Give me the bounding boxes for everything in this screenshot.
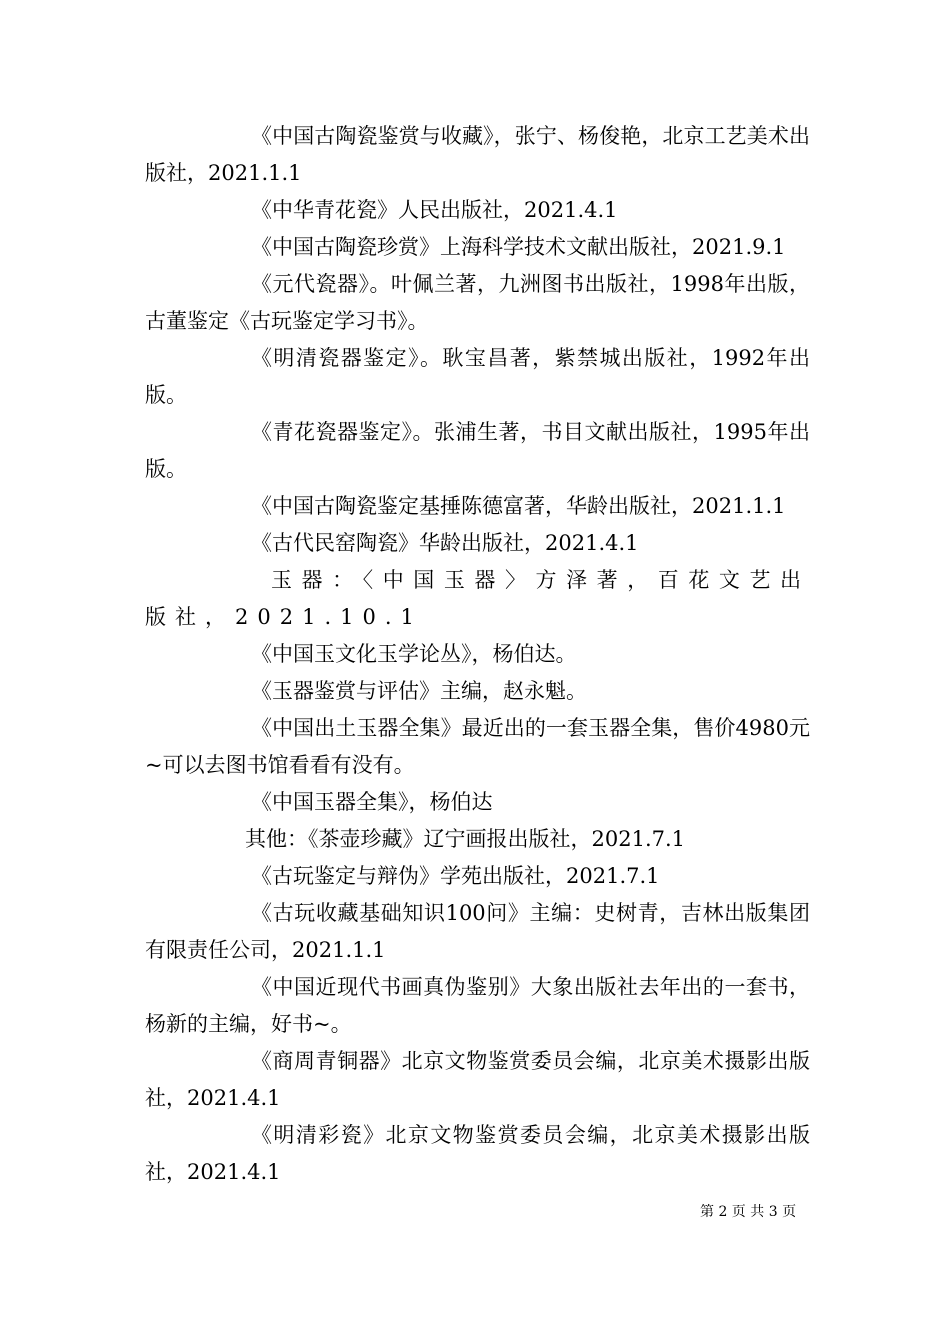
paragraph-17: 《中国近现代书画真伪鉴别》大象出版社去年出的一套书，杨新的主编，好书~。: [145, 975, 810, 1036]
paragraph-16: 《古玩收藏基础知识100问》主编：史树青，吉林出版集团有限责任公司，2021.1.1: [145, 901, 810, 962]
paragraph-9: 玉器：〈中国玉器〉方泽著，百花文艺出版社，2021.10.1: [145, 568, 810, 629]
page-number: 第 2 页 共 3 页: [700, 1204, 797, 1220]
paragraph-5: 《明清瓷器鉴定》。耿宝昌著，紫禁城出版社，1992年出版。: [145, 346, 810, 407]
paragraph-2: 《中华青花瓷》人民出版社，2021.4.1: [251, 198, 618, 222]
paragraph-18: 《商周青铜器》北京文物鉴赏委员会编，北京美术摄影出版社，2021.4.1: [145, 1049, 810, 1110]
paragraph-12: 《中国出土玉器全集》最近出的一套玉器全集，售价4980元~可以去图书馆看看有没有。: [145, 716, 810, 777]
document-body: [145, 118, 810, 1191]
paragraph-3: 《中国古陶瓷珍赏》上海科学技术文献出版社，2021.9.1: [251, 235, 786, 259]
paragraph-19: 《明清彩瓷》北京文物鉴赏委员会编，北京美术摄影出版社，2021.4.1: [145, 1123, 810, 1184]
paragraph-13: 《中国玉器全集》，杨伯达: [251, 790, 493, 814]
paragraph-14: 其他：《茶壶珍藏》辽宁画报出版社，2021.7.1: [245, 827, 686, 851]
paragraph-8: 《古代民窑陶瓷》华龄出版社，2021.4.1: [251, 531, 639, 555]
paragraph-1: 《中国古陶瓷鉴赏与收藏》，张宁、杨俊艳，北京工艺美术出版社，2021.1.1: [145, 124, 810, 185]
paragraph-4: 《元代瓷器》。叶佩兰著，九洲图书出版社，1998年出版，古董鉴定《古玩鉴定学习书》。: [145, 272, 810, 333]
paragraph-7: 《中国古陶瓷鉴定基捶陈德富著，华龄出版社，2021.1.1: [251, 494, 786, 518]
paragraph-15: 《古玩鉴定与辩伪》学苑出版社，2021.7.1: [251, 864, 660, 888]
paragraph-10: 《中国玉文化玉学论丛》，杨伯达。: [251, 642, 577, 666]
paragraph-6: 《青花瓷器鉴定》。张浦生著，书目文献出版社，1995年出版。: [145, 420, 810, 481]
paragraph-11: 《玉器鉴赏与评估》主编，赵永魁。: [251, 679, 587, 703]
